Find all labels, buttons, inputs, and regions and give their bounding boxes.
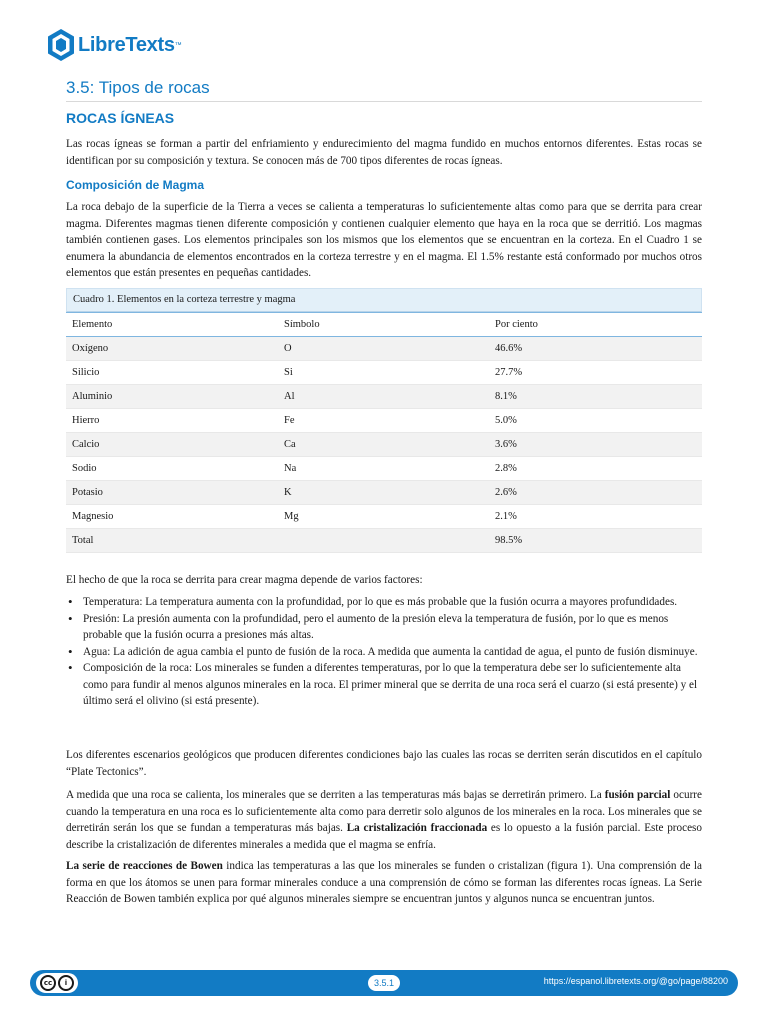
cell-percent: 98.5% (489, 529, 702, 553)
cell-element: Total (66, 529, 278, 553)
cell-symbol (278, 529, 489, 553)
logo-text: LibreTexts (78, 33, 175, 56)
section-heading: ROCAS ÍGNEAS (66, 110, 175, 126)
header-element: Elemento (66, 313, 278, 337)
cell-symbol: Mg (278, 505, 489, 529)
partial-melting-paragraph (66, 787, 702, 853)
cell-symbol: O (278, 337, 489, 361)
title-divider (66, 101, 702, 102)
cell-symbol: Si (278, 361, 489, 385)
cc-icon: cc (40, 975, 56, 991)
cell-percent: 2.1% (489, 505, 702, 529)
table-row (66, 457, 702, 481)
page-title: 3.5: Tipos de rocas (66, 78, 210, 97)
cell-percent: 2.8% (489, 457, 702, 481)
table-row (66, 409, 702, 433)
text-span: A medida que una roca se calienta, los minerales que se derriten a las temperaturas más bajas se derretirán primero. La (66, 789, 605, 801)
cell-element: Potasio (66, 481, 278, 505)
table-row (66, 361, 702, 385)
cell-element: Silicio (66, 361, 278, 385)
cell-percent: 46.6% (489, 337, 702, 361)
magma-paragraph: La roca debajo de la superficie de la Tierra a veces se calienta a temperaturas lo suficientemente altas como para que se derrita para crear magma. Diferentes magmas tienen diferente composición y contienen cualquier elemento que haya en la roca que se derritió. Los magmas también contienen gases. Los elementos principales son los mismos que los elementos que se encuentran en la corteza. En el Cuadro 1 se enumera la abundancia de elementos encontrados en la corteza terrestre y en el magma. El 1.5% restante está conformado por muchos otros elementos que están presentes en pequeñas cantidades. (66, 201, 702, 279)
cell-element: Oxígeno (66, 337, 278, 361)
elements-table (66, 288, 702, 553)
table-row (66, 385, 702, 409)
cc-license-badge[interactable] (36, 973, 78, 993)
bowen-paragraph (66, 858, 702, 908)
page-url-link[interactable]: https://espanol.libretexts.org/@go/page/88200 (543, 976, 728, 986)
cell-symbol: Na (278, 457, 489, 481)
cell-element: Sodio (66, 457, 278, 481)
cell-element: Aluminio (66, 385, 278, 409)
text-span: indica las temperaturas a las que los minerales se funden o cristalizan (figura 1). Una comprensión de la forma en que los átomos se unen para formar minerales conduce a una comprensión de cómo se forman las diferentes rocas ígneas. La Serie Reacción de Bowen también explica por qué algunos minerales siempre se encuentran juntos y algunos nunca se encuentran juntos. (66, 860, 702, 905)
term-fractional-crystallization: La cristalización fraccionada (346, 822, 488, 834)
cell-percent: 5.0% (489, 409, 702, 433)
term-partial-melting: fusión parcial (604, 789, 671, 801)
term-bowen-series: La serie de reacciones de Bowen (66, 860, 223, 872)
table-header-row (66, 313, 702, 337)
cell-percent: 2.6% (489, 481, 702, 505)
page-number: 3.5.1 (368, 975, 400, 991)
page-footer (30, 970, 738, 996)
text-span: es lo opuesto a la fusión parcial. Este proceso describe la cristalización de diferentes minerales a medida que el magma se enfría. (66, 822, 702, 851)
table-row (66, 433, 702, 457)
libretexts-logo[interactable] (46, 27, 182, 63)
table-row (66, 337, 702, 361)
cell-symbol: Al (278, 385, 489, 409)
cell-symbol: K (278, 481, 489, 505)
scenarios-paragraph: Los diferentes escenarios geológicos que producen diferentes condiciones bajo las cuales las rocas se derriten serán discutidos en el capítulo “Plate Tectonics”. (66, 749, 702, 778)
header-symbol: Símbolo (278, 313, 489, 337)
factors-list (66, 594, 702, 710)
text-span: ocurre cuando la temperatura en una roca es lo suficientemente alta como para derretir solo algunos de los minerales en la roca. Los minerales que se derretirán serán los que se fundan a temperaturas más bajas. (66, 789, 702, 834)
list-item: • Composición de la roca: Los minerales se funden a diferentes temperaturas, por lo que la temperatura debe ser lo suficientemente alta como para fundir al menos algunos minerales en la roca. El primer mineral que se derrita de una roca será el cuarzo (si está presente) y el último será el olivino (si está presente). (66, 660, 702, 710)
table-caption: Cuadro 1. Elementos en la corteza terrestre y magma (66, 288, 702, 312)
subheading-magma: Composición de Magma (66, 178, 205, 192)
table-row (66, 505, 702, 529)
table-row-total (66, 529, 702, 553)
factors-intro: El hecho de que la roca se derrita para crear magma depende de varios factores: (66, 574, 423, 586)
list-item: • Presión: La presión aumenta con la profundidad, pero el aumento de la presión eleva la temperatura de fusión, por lo que es menos probable que la fusión ocurra a presiones más altas. (66, 611, 702, 644)
list-item: • Agua: La adición de agua cambia el punto de fusión de la roca. A medida que aumenta la cantidad de agua, el punto de fusión disminuye. (66, 644, 702, 661)
logo-trademark: ™ (174, 41, 182, 49)
attribution-icon: i (58, 975, 74, 991)
list-item: • Temperatura: La temperatura aumenta con la profundidad, por lo que es más probable que la fusión ocurra a mayores profundidades. (66, 594, 702, 611)
cell-symbol: Fe (278, 409, 489, 433)
cell-element: Calcio (66, 433, 278, 457)
cell-percent: 27.7% (489, 361, 702, 385)
table-row (66, 481, 702, 505)
cell-percent: 3.6% (489, 433, 702, 457)
cell-element: Hierro (66, 409, 278, 433)
cell-element: Magnesio (66, 505, 278, 529)
cell-symbol: Ca (278, 433, 489, 457)
libretexts-hexagon-icon (46, 28, 76, 62)
cell-percent: 8.1% (489, 385, 702, 409)
intro-paragraph: Las rocas ígneas se forman a partir del enfriamiento y endurecimiento del magma fundido en muchos entornos diferentes. Estas rocas se identifican por su composición y textura. Se conocen más de 700 tipos diferentes de rocas ígneas. (66, 138, 702, 167)
header-percent: Por ciento (489, 313, 702, 337)
